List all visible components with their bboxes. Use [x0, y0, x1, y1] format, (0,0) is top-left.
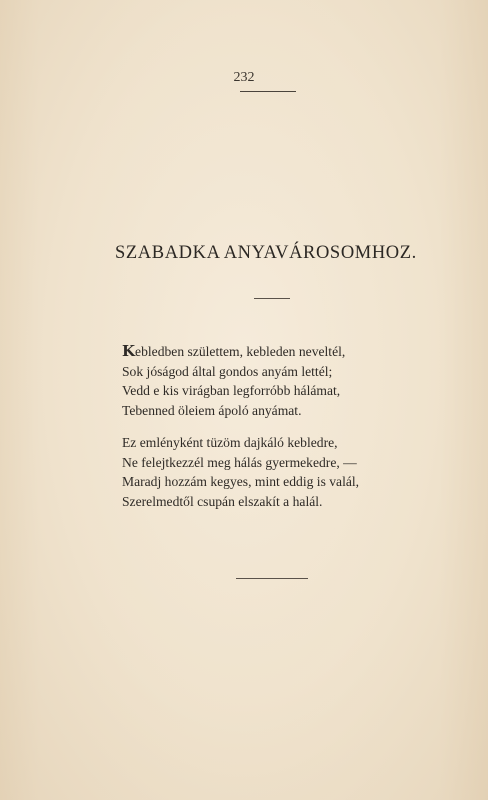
stanza-2-line-4: Szerelmedtől csupán elszakít a halál. — [122, 493, 323, 509]
stanza-2-line-2: Ne felejtkezzél meg hálás gyermekedre, — — [122, 454, 357, 470]
page-number-rule — [240, 91, 296, 92]
stanza-2-line-1: Ez emlényként tüzöm dajkáló kebledre, — [122, 435, 338, 450]
end-divider — [236, 578, 308, 579]
stanza-2 — [122, 433, 422, 511]
stanza-1-line-1 — [122, 342, 422, 362]
title-divider — [254, 298, 290, 299]
stanza-2-line-3: Maradj hozzám kegyes, mint eddig is valál, — [122, 474, 360, 490]
drop-initial: K — [122, 342, 136, 360]
stanza-1-line-3: Vedd e kis virágban legforróbb hálámat, — [122, 383, 341, 399]
poem-title: SZABADKA ANYAVÁROSOMHOZ. — [115, 243, 417, 263]
stanza-1-line-1-text: ebledben születtem, kebleden neveltél, — [135, 344, 346, 359]
stanza-1-line-4: Tebenned öleiem ápoló anyámat. — [122, 402, 302, 418]
stanza-1 — [122, 342, 422, 420]
page-number: 232 — [233, 70, 255, 85]
stanza-1-line-2: Sok jóságod által gondos anyám lettél; — [122, 363, 333, 379]
